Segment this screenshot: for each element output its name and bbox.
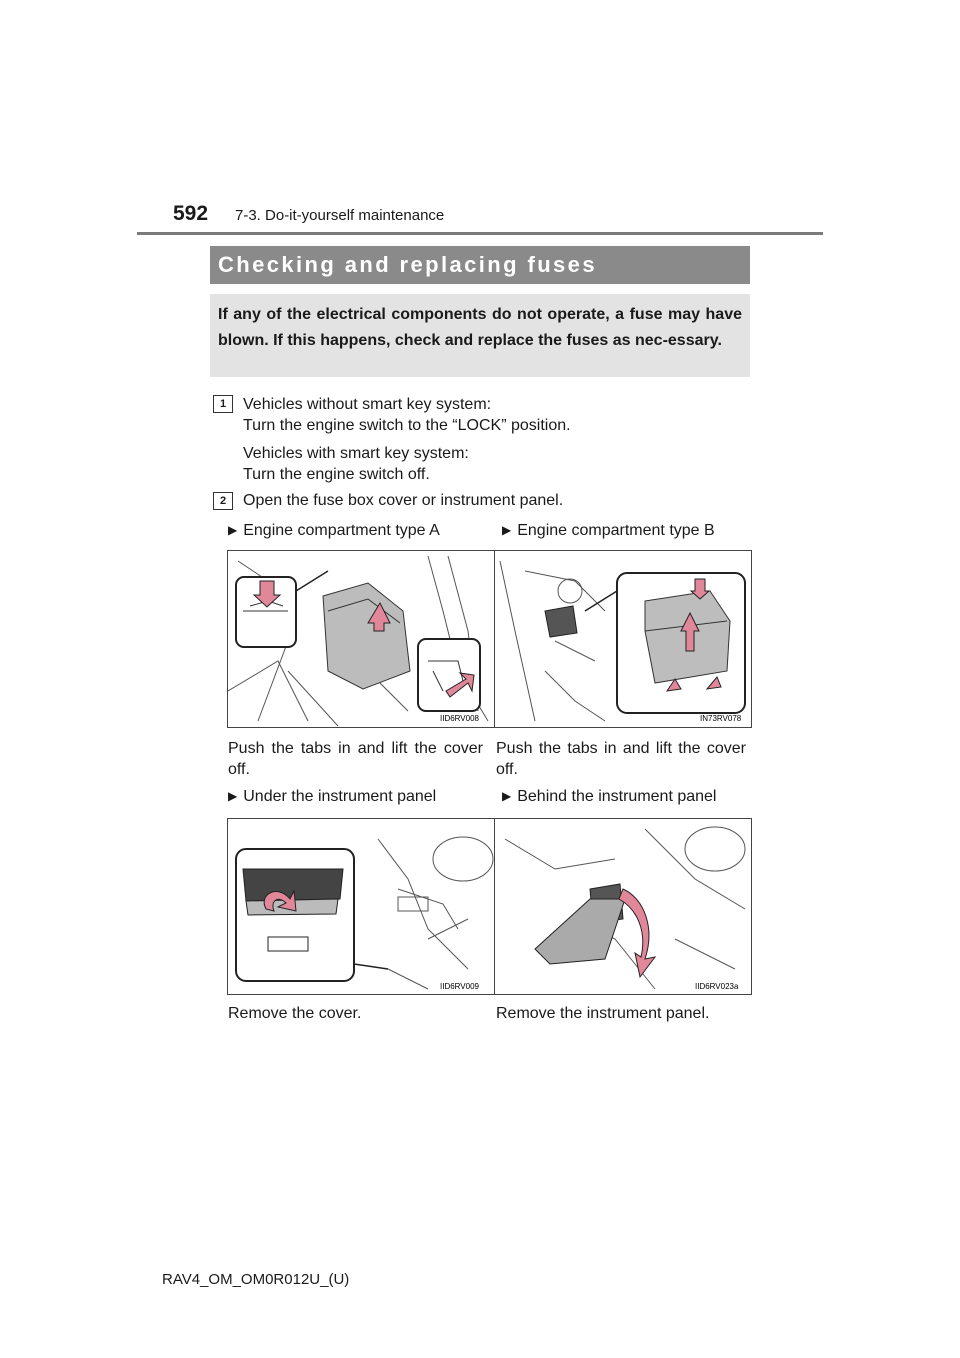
figure-engine-type-a <box>227 550 496 728</box>
figure-label-under-panel: ▶ Under the instrument panel <box>228 788 437 805</box>
triangle-bullet-icon: ▶ <box>502 523 512 537</box>
step-2-line-1: Open the fuse box cover or instrument panel. <box>243 492 564 509</box>
figure-code-b: IN73RV078 <box>700 714 742 723</box>
figure-code-a: IID6RV008 <box>440 714 479 723</box>
behind-instrument-panel-illustration <box>495 819 751 994</box>
step-1-line-3: Vehicles with smart key system: <box>243 445 469 462</box>
document-footer-code: RAV4_OM_OM0R012U_(U) <box>162 1271 350 1288</box>
section-title: Checking and replacing fuses <box>210 246 750 284</box>
step-1-line-2: Turn the engine switch to the “LOCK” position. <box>243 417 571 434</box>
triangle-bullet-icon: ▶ <box>228 523 238 537</box>
intro-note: If any of the electrical components do not operate, a fuse may have blown. If this happens, check and replace the fuses as nec-essary. <box>210 294 750 377</box>
engine-compartment-b-illustration <box>495 551 751 727</box>
header-divider <box>137 232 823 235</box>
caption-under-panel: Remove the cover. <box>228 1005 362 1022</box>
figure-label-engine-type-b: ▶ Engine compartment type B <box>502 522 715 539</box>
figure-label-engine-type-a: ▶ Engine compartment type A <box>228 522 440 539</box>
figure-code-d: IID6RV023a <box>695 982 739 991</box>
caption-behind-panel: Remove the instrument panel. <box>496 1005 710 1022</box>
engine-compartment-a-illustration <box>228 551 495 727</box>
figure-under-instrument-panel <box>227 818 496 995</box>
triangle-bullet-icon: ▶ <box>502 789 512 803</box>
step-number-1: 1 <box>213 395 233 413</box>
page-number: 592 <box>173 202 209 225</box>
under-instrument-panel-illustration <box>228 819 495 994</box>
caption-engine-type-b: Push the tabs in and lift the cover off. <box>496 740 746 778</box>
triangle-bullet-icon: ▶ <box>228 789 238 803</box>
caption-engine-type-a: Push the tabs in and lift the cover off. <box>228 740 483 778</box>
section-reference: 7-3. Do-it-yourself maintenance <box>235 207 445 224</box>
step-1-line-1: Vehicles without smart key system: <box>243 396 492 413</box>
step-number-2: 2 <box>213 492 233 510</box>
figure-code-c: IID6RV009 <box>440 982 479 991</box>
figure-behind-instrument-panel <box>494 818 752 995</box>
figure-engine-type-b <box>494 550 752 728</box>
step-1-line-4: Turn the engine switch off. <box>243 466 430 483</box>
figure-label-behind-panel: ▶ Behind the instrument panel <box>502 788 717 805</box>
